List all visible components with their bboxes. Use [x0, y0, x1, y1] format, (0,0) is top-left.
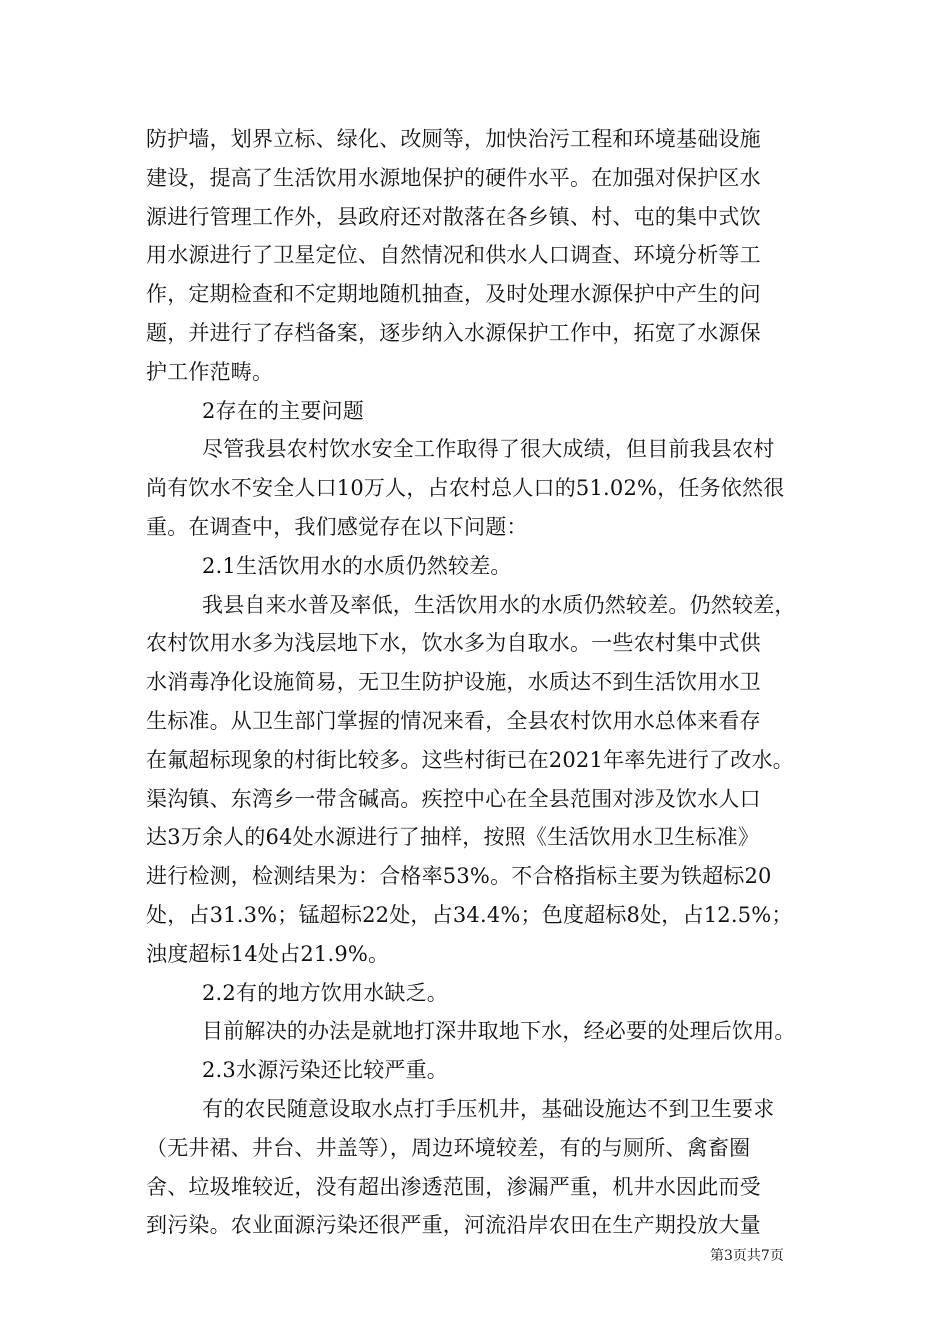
- text-line: 在氟超标现象的村街比较多。这些村街已在2021年率先进行了改水。: [146, 747, 794, 772]
- text-line: 用水源进行了卫星定位、自然情况和供水人口调查、环境分析等工: [146, 243, 761, 268]
- text-line: 渠沟镇、东湾乡一带含碱高。疾控中心在全县范围对涉及饮水人口: [146, 786, 761, 811]
- text-line: 防护墙，划界立标、绿化、改厕等，加快治污工程和环境基础设施: [146, 127, 761, 151]
- body-text: [146, 120, 822, 1245]
- text-line: 重。在调查中，我们感觉存在以下问题：: [146, 514, 528, 539]
- subsection-heading: 2.3水源污染还比较严重。: [202, 1058, 448, 1083]
- text-line: 题，并进行了存档备案，逐步纳入水源保护工作中，拓宽了水源保: [146, 320, 761, 345]
- text-line: 生标准。从卫生部门掌握的情况来看，全县农村饮用水总体来看存: [146, 708, 761, 733]
- subsection-heading: 2.2有的地方饮用水缺乏。: [202, 980, 448, 1005]
- text-line: 进行检测，检测结果为：合格率53%。不合格指标主要为铁超标20: [146, 864, 772, 889]
- text-line: 目前解决的办法是就地打深井取地下水，经必要的处理后饮用。: [202, 1019, 796, 1044]
- text-line: 建设，提高了生活饮用水源地保护的硬件水平。在加强对保护区水: [146, 165, 761, 190]
- text-line: 我县自来水普及率低，生活饮用水的水质仍然较差。仍然较差，: [202, 592, 796, 617]
- text-line: 尚有饮水不安全人口10万人，占农村总人口的51.02%，任务依然很: [146, 476, 785, 501]
- text-line: 有的农民随意设取水点打手压机井，基础设施达不到卫生要求: [202, 1096, 775, 1121]
- text-line: 浊度超标14处占21.9%。: [146, 941, 390, 966]
- text-line: 农村饮用水多为浅层地下水，饮水多为自取水。一些农村集中式供: [146, 631, 761, 656]
- text-line: （无井裙、井台、井盖等），周边环境较差，有的与厕所、禽畜圈: [146, 1135, 751, 1160]
- text-line: 护工作范畴。: [146, 359, 274, 384]
- text-line: 达3万余人的64处水源进行了抽样，按照《生活饮用水卫生标准》: [146, 825, 760, 850]
- text-line: 舍、垃圾堆较近，没有超出渗透范围，渗漏严重，机井水因此而受: [146, 1174, 761, 1199]
- text-line: 源进行管理工作外，县政府还对散落在各乡镇、村、屯的集中式饮: [146, 204, 761, 229]
- page-number: 第3页共7页: [710, 1248, 784, 1264]
- text-line: 作，定期检查和不定期地随机抽查，及时处理水源保护中产生的问: [146, 282, 761, 307]
- section-heading: 2存在的主要问题: [202, 398, 364, 423]
- subsection-heading: 2.1生活饮用水的水质仍然较差。: [202, 553, 512, 578]
- text-line: 尽管我县农村饮水安全工作取得了很大成绩，但目前我县农村: [202, 437, 775, 462]
- text-line: 处，占31.3%；锰超标22处，占34.4%；色度超标8处，占12.5%；: [146, 902, 793, 927]
- text-line: 水消毒净化设施简易，无卫生防护设施，水质达不到生活饮用水卫: [146, 670, 761, 695]
- text-line: 到污染。农业面源污染还很严重，河流沿岸农田在生产期投放大量: [146, 1213, 761, 1238]
